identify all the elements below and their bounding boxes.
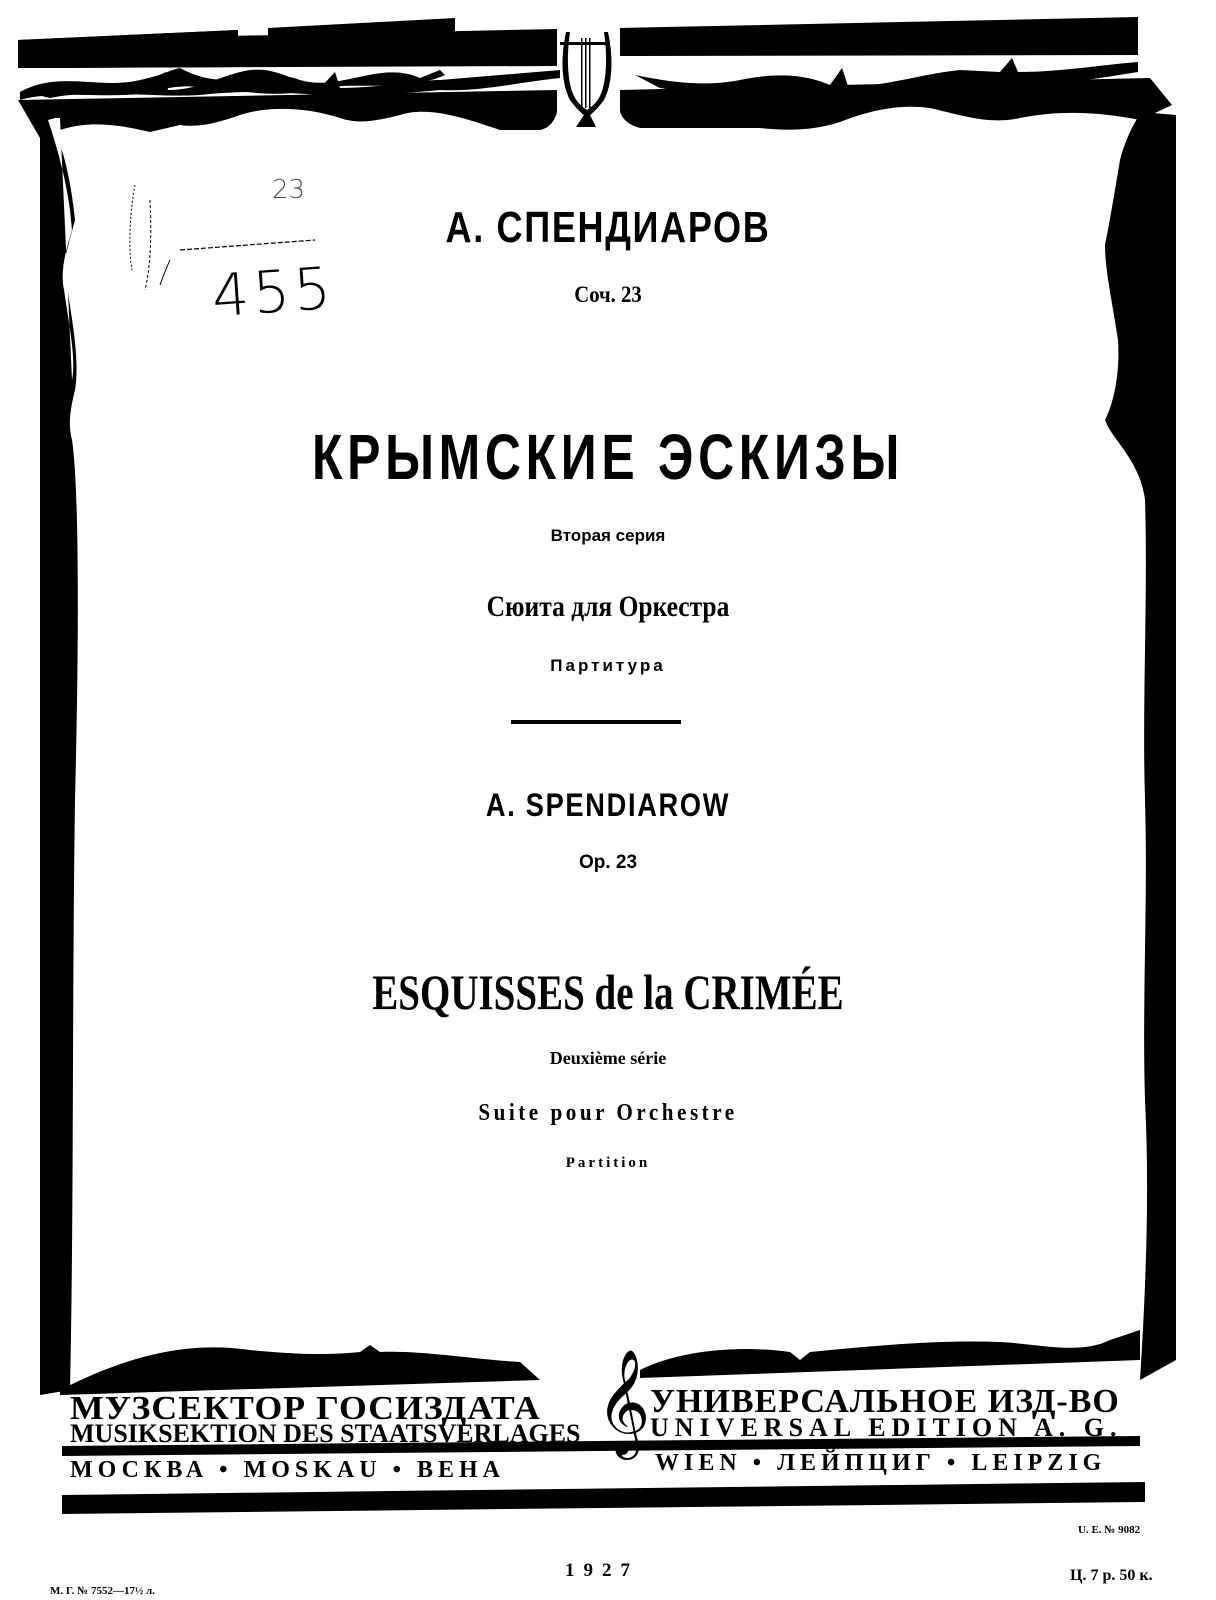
lyre-icon <box>560 32 611 127</box>
shelfmark-denominator: 455 <box>209 253 337 331</box>
cities-left: МОСКВА • MOSKAU • ВЕНА <box>70 1457 505 1483</box>
author-latin: A. SPENDIAROW <box>485 787 731 823</box>
score-label-russian: Партитура <box>550 656 666 675</box>
subtitle-french: Suite pour Orchestre <box>478 1100 738 1126</box>
opus-latin: Op. 23 <box>578 852 638 873</box>
title-french: ESQUISSES de la CRIMÉE <box>372 964 844 1020</box>
author-russian: А. СПЕНДИАРОВ <box>445 203 771 252</box>
subtitle-russian: Сюита для Оркестра <box>486 590 730 623</box>
ue-catalog-number: U. E. № 9082 <box>1078 1524 1141 1536</box>
opus-russian: Соч. 23 <box>574 282 642 307</box>
cities-right: WIEN • ЛЕЙПЦИГ • LEIPZIG <box>655 1450 1107 1476</box>
series-russian: Вторая серия <box>550 526 666 545</box>
publisher-left-german: MUSIKSEKTION DES STAATSVERLAGES <box>70 1419 581 1448</box>
title-russian: КРЫМСКИЕ ЭСКИЗЫ <box>311 421 905 493</box>
treble-clef-icon: 𝄞 <box>596 1351 651 1453</box>
score-label-french: Partition <box>565 1155 651 1171</box>
print-order-number: М. Г. № 7552—17½ л. <box>50 1585 155 1597</box>
publisher-left-russian: МУЗСЕКТОР ГОСИЗДАТА <box>70 1390 541 1427</box>
publication-year: 1927 <box>565 1560 639 1581</box>
publisher-right-german: UNIVERSAL EDITION A. G. <box>650 1413 1123 1442</box>
divider-rule <box>511 720 681 724</box>
series-french: Deuxième série <box>549 1048 667 1068</box>
price: Ц. 7 р. 50 к. <box>1070 1567 1153 1584</box>
shelfmark-superscript: 23 <box>272 175 306 205</box>
publisher-right-russian: УНИВЕРСАЛЬНОЕ ИЗД-ВО <box>650 1383 1120 1420</box>
